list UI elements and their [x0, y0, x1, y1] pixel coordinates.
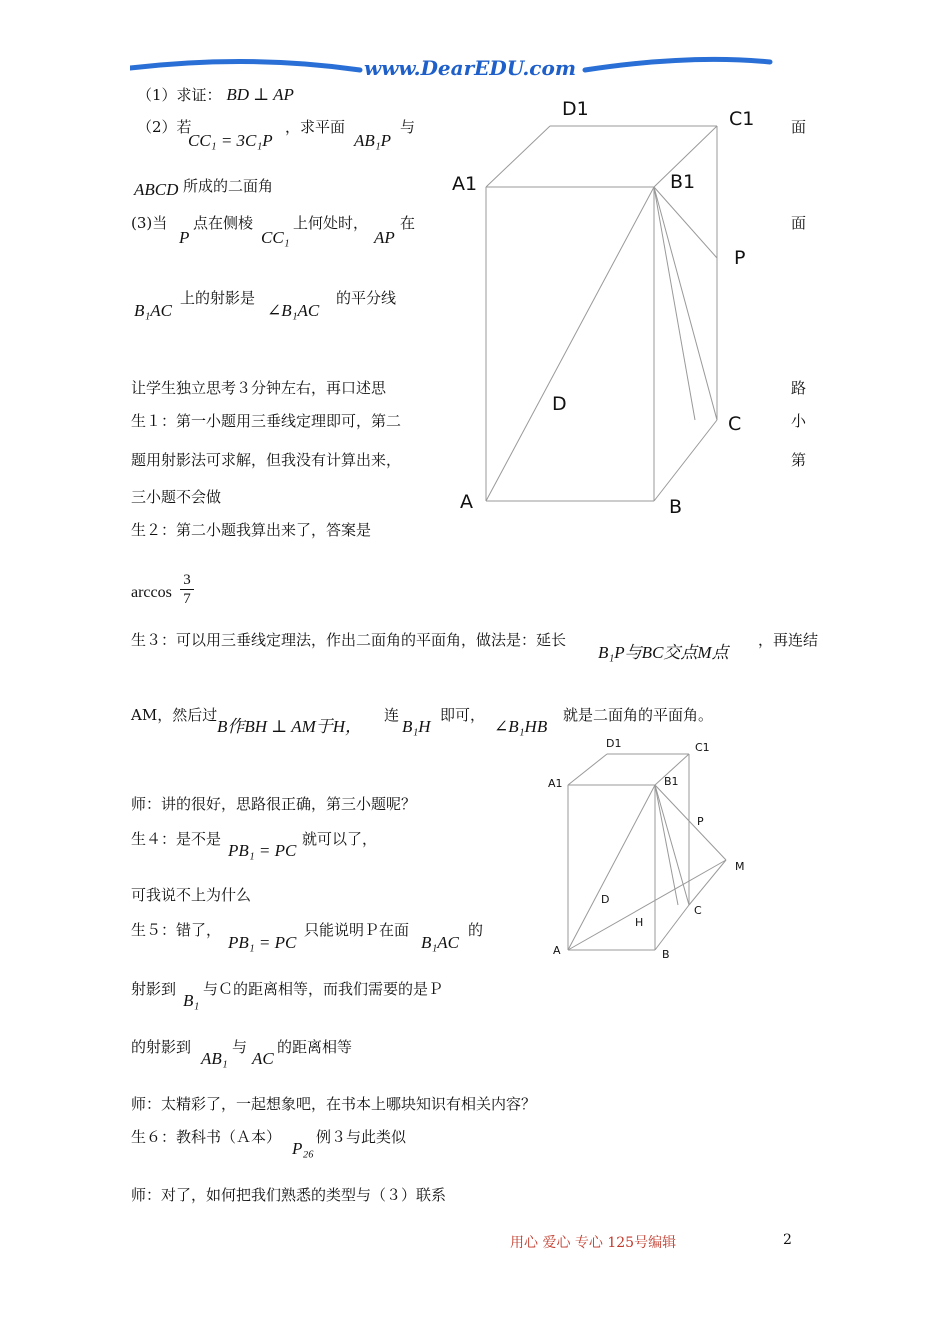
s5-prefix: 生５：错了， [131, 921, 222, 939]
fig2-label-d: D [601, 893, 610, 906]
s2-func: arccos [131, 584, 172, 601]
q2-line2-math: ABCD [134, 180, 179, 199]
s1-line1-side: 小 [791, 412, 807, 430]
q2-side: 面 [791, 118, 807, 136]
fig1-label-b1: B1 [670, 171, 696, 193]
q3-suffix: 在 [400, 214, 416, 232]
s3b-mid: 即可， [440, 706, 486, 724]
s3b-math2: B₁H [402, 717, 431, 736]
q2-cond: CC₁ = 3C₁P [188, 131, 273, 150]
s4-math: PB₁ = PC [228, 841, 297, 860]
fig2-label-b1: B1 [664, 775, 679, 788]
fig2-label-d1: D1 [606, 737, 622, 750]
q3-line2-math: B₁AC [134, 301, 173, 320]
s2-text: 生２：第二小题我算出来了，答案是 [131, 521, 372, 539]
q3-mid2: 上何处时， [293, 214, 369, 232]
s5-mid: 只能说明Ｐ在面 [304, 921, 410, 939]
s2-num: 3 [180, 571, 194, 590]
figure-1-prism [440, 90, 780, 530]
s6-prefix: 生６：教科书（Ａ本） [131, 1128, 282, 1146]
s5-line3-end: 的距离相等 [277, 1038, 353, 1056]
fig1-label-c1: C1 [729, 108, 755, 130]
q3-mid: 点在侧棱 [193, 214, 254, 232]
fig1-label-a1: A1 [452, 173, 478, 195]
s5-line3-m1: AB₁ [201, 1049, 228, 1068]
think-side: 路 [791, 379, 807, 397]
s6-suffix: 例３与此类似 [316, 1128, 407, 1146]
s3-math: B₁P与BC交点M点 [598, 643, 729, 662]
s1-line3: 三小题不会做 [131, 488, 222, 506]
q3-prefix: (3)当 [131, 214, 168, 232]
s5-line3-start: 的射影到 [131, 1038, 192, 1056]
fig1-label-c: C [728, 413, 742, 435]
s1-line2-side: 第 [791, 451, 807, 469]
q3-angle: ∠B₁AC [267, 301, 320, 320]
q3-line2-end: 的平分线 [336, 289, 397, 307]
s5-math: PB₁ = PC [228, 933, 297, 952]
teacher-1: 师：讲的很好，思路很正确，第三小题呢？ [131, 795, 417, 813]
teacher-2: 师：太精彩了，一起想象吧，在书本上哪块知识有相关内容？ [131, 1095, 537, 1113]
fig2-label-a: A [553, 944, 561, 957]
s3b-math3: ∠B₁HB [494, 717, 548, 736]
s3-end: ，再连结 [758, 631, 819, 649]
fig1-label-d: D [552, 393, 567, 415]
s5-line3-m2: AC [252, 1049, 274, 1068]
page-number: 2 [783, 1232, 792, 1248]
q3-p: P [179, 228, 190, 247]
teacher-3: 师：对了，如何把我们熟悉的类型与（３）联系 [131, 1186, 447, 1204]
q1-label: （1）求证： [137, 86, 222, 104]
fig2-label-c1: C1 [695, 741, 710, 754]
fig2-label-b: B [662, 948, 670, 961]
fig1-label-p: P [734, 247, 746, 269]
header-logo [130, 48, 830, 88]
fig2-label-c: C [694, 904, 702, 917]
s5-line3-mid: 与 [232, 1038, 248, 1056]
s6-math: P₂₆ [292, 1139, 315, 1158]
fig2-label-m: M [735, 860, 745, 873]
q3-line2-text: 上的射影是 [180, 289, 256, 307]
q2-prefix: （2）若 [137, 118, 192, 136]
s1-line2: 题用射影法可求解，但我没有计算出来， [131, 451, 402, 469]
logo-text: www.DearEDU.com [363, 56, 577, 80]
s5-plane: B₁AC [421, 933, 460, 952]
fig1-label-a: A [460, 491, 473, 513]
s5-line2-math: B₁ [183, 991, 200, 1010]
q1-math: BD ⊥ AP [226, 85, 294, 104]
q3-edge: CC₁ [261, 228, 290, 247]
s5-suffix: 的 [468, 921, 484, 939]
s3-text: 生３：可以用三垂线定理法，作出二面角的平面角，做法是：延长 [131, 631, 567, 649]
q3-ap: AP [374, 228, 395, 247]
fig2-label-a1: A1 [548, 777, 563, 790]
s5-line2-start: 射影到 [131, 980, 177, 998]
fig1-label-d1: D1 [562, 98, 589, 120]
s3b-lian: 连 [384, 706, 400, 724]
q2-plane: AB₁P [354, 131, 392, 150]
s4-suffix: 就可以了， [302, 830, 378, 848]
figure-2-prism [540, 730, 770, 970]
s3b-math1: B作BH ⊥ AM于H， [217, 717, 363, 736]
think-prompt: 让学生独立思考３分钟左右，再口述思 [131, 379, 387, 397]
s4-prefix: 生４：是不是 [131, 830, 222, 848]
q2-mid: ，求平面 [285, 118, 346, 136]
fig2-label-h: H [635, 916, 644, 929]
s4-line2: 可我说不上为什么 [131, 886, 252, 904]
question-2 [137, 118, 192, 137]
q2-suffix: 与 [400, 118, 416, 136]
s2-den: 7 [183, 591, 191, 607]
s3b-end: 就是二面角的平面角。 [563, 706, 714, 724]
fig1-label-b: B [669, 496, 683, 518]
fig2-label-p: P [697, 815, 704, 828]
s2-fraction [180, 571, 194, 608]
q3-side: 面 [791, 214, 807, 232]
s5-line2-end: 与Ｃ的距离相等，而我们需要的是Ｐ [203, 980, 444, 998]
s3b-start: AM，然后过 [131, 706, 218, 724]
q2-line2-text: 所成的二面角 [183, 177, 274, 195]
s1-line1: 生１：第一小题用三垂线定理即可，第二 [131, 412, 402, 430]
footer-text: 用心 爱心 专心 125号编辑 [510, 1235, 677, 1251]
question-1 [137, 84, 294, 105]
